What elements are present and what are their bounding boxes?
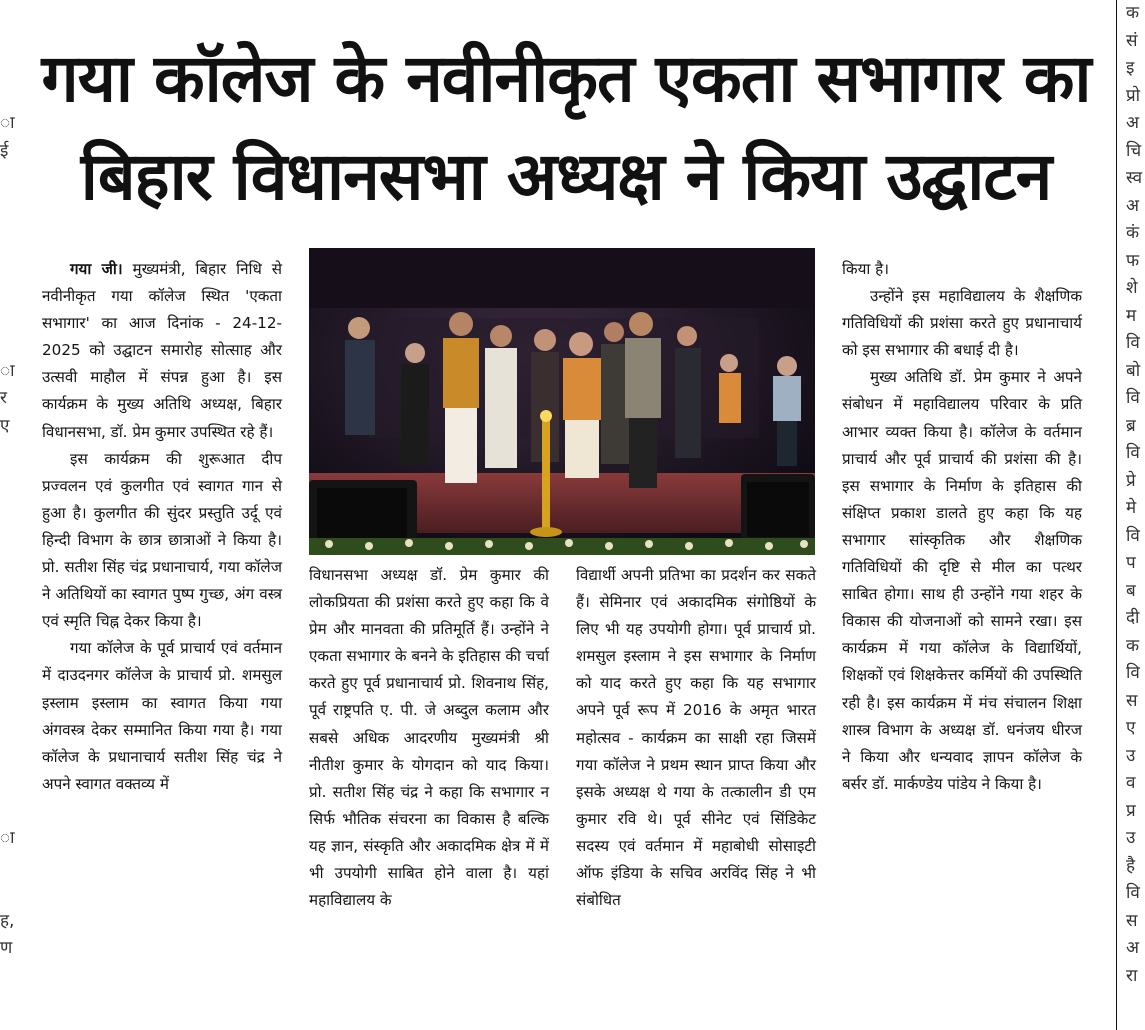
column-rule [1116,0,1117,1030]
fragment-line: ा [0,828,15,848]
fragment-line: ए [1126,718,1136,738]
fragment-line: स [1126,910,1138,931]
fragment-line: ब [1126,580,1136,601]
fragment-line [0,193,16,221]
fragment-line [0,550,16,578]
fragment-line: वि [1126,333,1140,353]
fragment-line [0,715,16,743]
fragment-line: ब्र [1126,415,1136,436]
fragment-line: अ [1126,938,1139,958]
fragment-line: अ [1126,113,1139,133]
fragment-line: ा [0,360,15,381]
fragment-line: इ [1126,58,1135,78]
fragment-line: र [0,388,7,408]
fragment-line: वि [1126,525,1140,546]
fragment-line: दी [1126,608,1140,628]
fragment-line: रा [1126,965,1138,986]
fragment-line: उ [1126,745,1136,766]
fragment-line: कं [1126,223,1140,243]
fragment-line [0,853,16,881]
fragment-line [0,798,16,826]
article-column-1 [42,256,282,798]
article-paragraph [42,256,282,446]
headline-line-2: बिहार विधानसभा अध्यक्ष ने किया उद्घाटन [80,138,1052,215]
fragment-line [0,633,16,661]
headline-line-1: गया कॉलेज के नवीनीकृत एकता सभागार का [41,40,1091,117]
headline [36,30,1096,226]
article-paragraph: उन्होंने इस महाविद्यालय के शैक्षणिक गतिविधियों की प्रशंसा करते हुए प्रधानाचार्य को इस सभागार की बधाई दी है। [842,287,1082,360]
fragment-line: शे [1126,278,1138,298]
fragment-line [0,165,16,193]
fragment-line: स [1126,690,1138,711]
dateline: गया जी। [70,260,123,278]
article-paragraph: इस कार्यक्रम की शुरूआत दीप प्रज्वलन एवं कुलगीत एवं स्वागत गान से हुआ है। कुलगीत की सुंदर प्रस्तुति उर्दू एवं हिन्दी विभाग के छात्र छात्राओं ने किया है। प्रो. सतीश सिंह चंद्र प्रधानाचार्य, गया कॉलेज ने अतिथियों का स्वागत पुष्प गुच्छ, अंग वस्त्र एवं स्मृति चिह्न देकर किया है। [42,449,282,631]
fragment-line: क [1126,635,1140,656]
fragment-line: उ [1126,828,1136,848]
fragment-line [0,248,16,276]
fragment-line: है [1126,855,1136,876]
fragment-line: फ [1126,250,1140,271]
fragment-line: प [1126,553,1136,573]
fragment-line [0,495,16,523]
fragment-line [0,440,16,468]
fragment-line: वि [1126,388,1140,408]
article-paragraph: गया कॉलेज के पूर्व प्राचार्य एवं वर्तमान में दाउदनगर कॉलेज के प्राचार्य प्रो. शमसुल इस्लाम इस्लाम का स्वागत किया गया अंगवस्त्र देकर सम्मानित किया गया है। गया कॉलेज के प्रधानाचार्य सतीश सिंह चंद्र ने अपने स्वागत वक्तव्य में [42,639,282,793]
fragment-line: ह, [0,910,15,931]
fragment-line: ा [0,113,15,133]
fragment-line: अ [1126,195,1139,216]
fragment-line [0,880,16,908]
left-column-fragment [0,110,16,963]
article-column-3 [576,562,816,914]
fragment-line: ई [0,140,9,161]
fragment-line: वि [1126,883,1140,903]
fragment-line: प्रे [1126,470,1136,491]
fragment-line [0,468,16,496]
fragment-line: क [1126,3,1140,23]
event-photo-illustration [309,248,815,555]
event-photo [309,248,815,555]
fragment-line: प्र [1126,800,1136,821]
fragment-line [0,275,16,303]
fragment-line [0,743,16,771]
fragment-line: म [1126,305,1137,326]
article-column-4 [842,256,1082,798]
fragment-line [0,770,16,798]
article-paragraph: विद्यार्थी अपनी प्रतिभा का प्रदर्शन कर सकते हैं। सेमिनार एवं अकादमिक संगोष्ठियों के लिए भी यह उपयोगी होगा। पूर्व प्राचार्य प्रो. शमसुल इस्लाम ने इस सभागार के निर्माण को याद करते हुए कहा कि यह सभागार अपने पूर्व रूप में 2016 के अमृत भारत महोत्सव - कार्यक्रम का साक्षी रहा जिसमें गया कॉलेज ने प्रथम स्थान प्राप्त किया और इसके अध्यक्ष थे गया के तत्कालीन डी एम कुमार रवि थे। पूर्व सीनेट एवं सिंडिकेट सदस्य एवं वर्तमान में महाबोधी सोसाइटी ऑफ इंडिया के सचिव अरविंद सिंह ने भी संबोधित [576,566,816,910]
article-column-2 [309,562,549,914]
fragment-line: प्रो [1126,85,1141,106]
fragment-line: स्व [1126,168,1143,188]
fragment-line: मे [1126,498,1137,518]
article-text: मुख्यमंत्री, बिहार निधि से नवीनीकृत गया कॉलेज स्थित 'एकता सभागार' का आज दिनांक - 24-12-2025 को उद्घाटन समारोह सोत्साह और उत्सवी माहौल में संपन्न हुआ है। इस कार्यक्रम के मुख्य अतिथि अध्यक्ष, बिहार विधानसभा, डॉ. प्रेम कुमार उपस्थित रहे हैं। [42,260,282,441]
fragment-line [0,303,16,331]
fragment-line [0,330,16,358]
article-paragraph: मुख्य अतिथि डॉ. प्रेम कुमार ने अपने संबोधन में महाविद्यालय परिवार के प्रति आभार व्यक्त किया है। कॉलेज के वर्तमान प्राचार्य और पूर्व प्राचार्य की प्रशंसा की है। इस सभागार के निर्माण के इतिहास की संक्षिप्त प्रकाश डालते हुए कहा कि यह सभागार सांस्कृतिक और शैक्षणिक गतिविधियों की दृष्टि से मील का पत्थर साबित होगा। साथ ही उन्होंने गया शहर के विकास की योजनाओं को सामने रखा। इस कार्यक्रम में गया कॉलेज के विद्यार्थियों, शिक्षकों एवं शिक्षकेत्तर कर्मियों की उपस्थिति रही है। इस कार्यक्रम में मंच संचालन शिक्षा शास्त्र विभाग के अध्यक्ष डॉ. धनंजय धीरज ने किया और धन्यवाद ज्ञापन कॉलेज के बर्सर डॉ. मार्कण्डेय पांडेय ने किया है। [842,368,1082,793]
fragment-line [0,605,16,633]
fragment-line: सं [1126,30,1138,51]
fragment-line [0,578,16,606]
fragment-line: वि [1126,443,1140,463]
fragment-line: वि [1126,663,1140,683]
fragment-line [0,523,16,551]
fragment-line: चि [1126,140,1142,161]
fragment-line: ण [0,938,13,958]
right-column-fragment [1126,0,1145,990]
article-paragraph: किया है। [842,260,889,278]
fragment-line: व [1126,773,1136,793]
article-paragraph: विधानसभा अध्यक्ष डॉ. प्रेम कुमार की लोकप्रियता की प्रशंसा करते हुए कहा कि वे प्रेम और मानवता की प्रतिमूर्ति हैं। उन्होंने ने एकता सभागार के बनने के इतिहास की चर्चा करते हुए पूर्व प्रधानाचार्य प्रो. शिवनाथ सिंह, पूर्व राष्ट्रपति ए. पी. जे अब्दुल कलाम और सबसे अधिक आदरणीय मुख्यमंत्री श्री नीतीश कुमार के योगदान को याद किया। प्रो. सतीश सिंह चंद्र ने कहा कि सभागार न सिर्फ भौतिक संचरना का विकास है बल्कि यह ज्ञान, संस्कृति और अकादमिक क्षेत्र में में भी उपयोगी साबित होने वाला है। यहां महाविद्यालय के [309,566,550,910]
fragment-line [0,688,16,716]
fragment-line: ए [0,415,10,436]
fragment-line [0,220,16,248]
fragment-line: बो [1126,360,1141,381]
fragment-line [0,660,16,688]
